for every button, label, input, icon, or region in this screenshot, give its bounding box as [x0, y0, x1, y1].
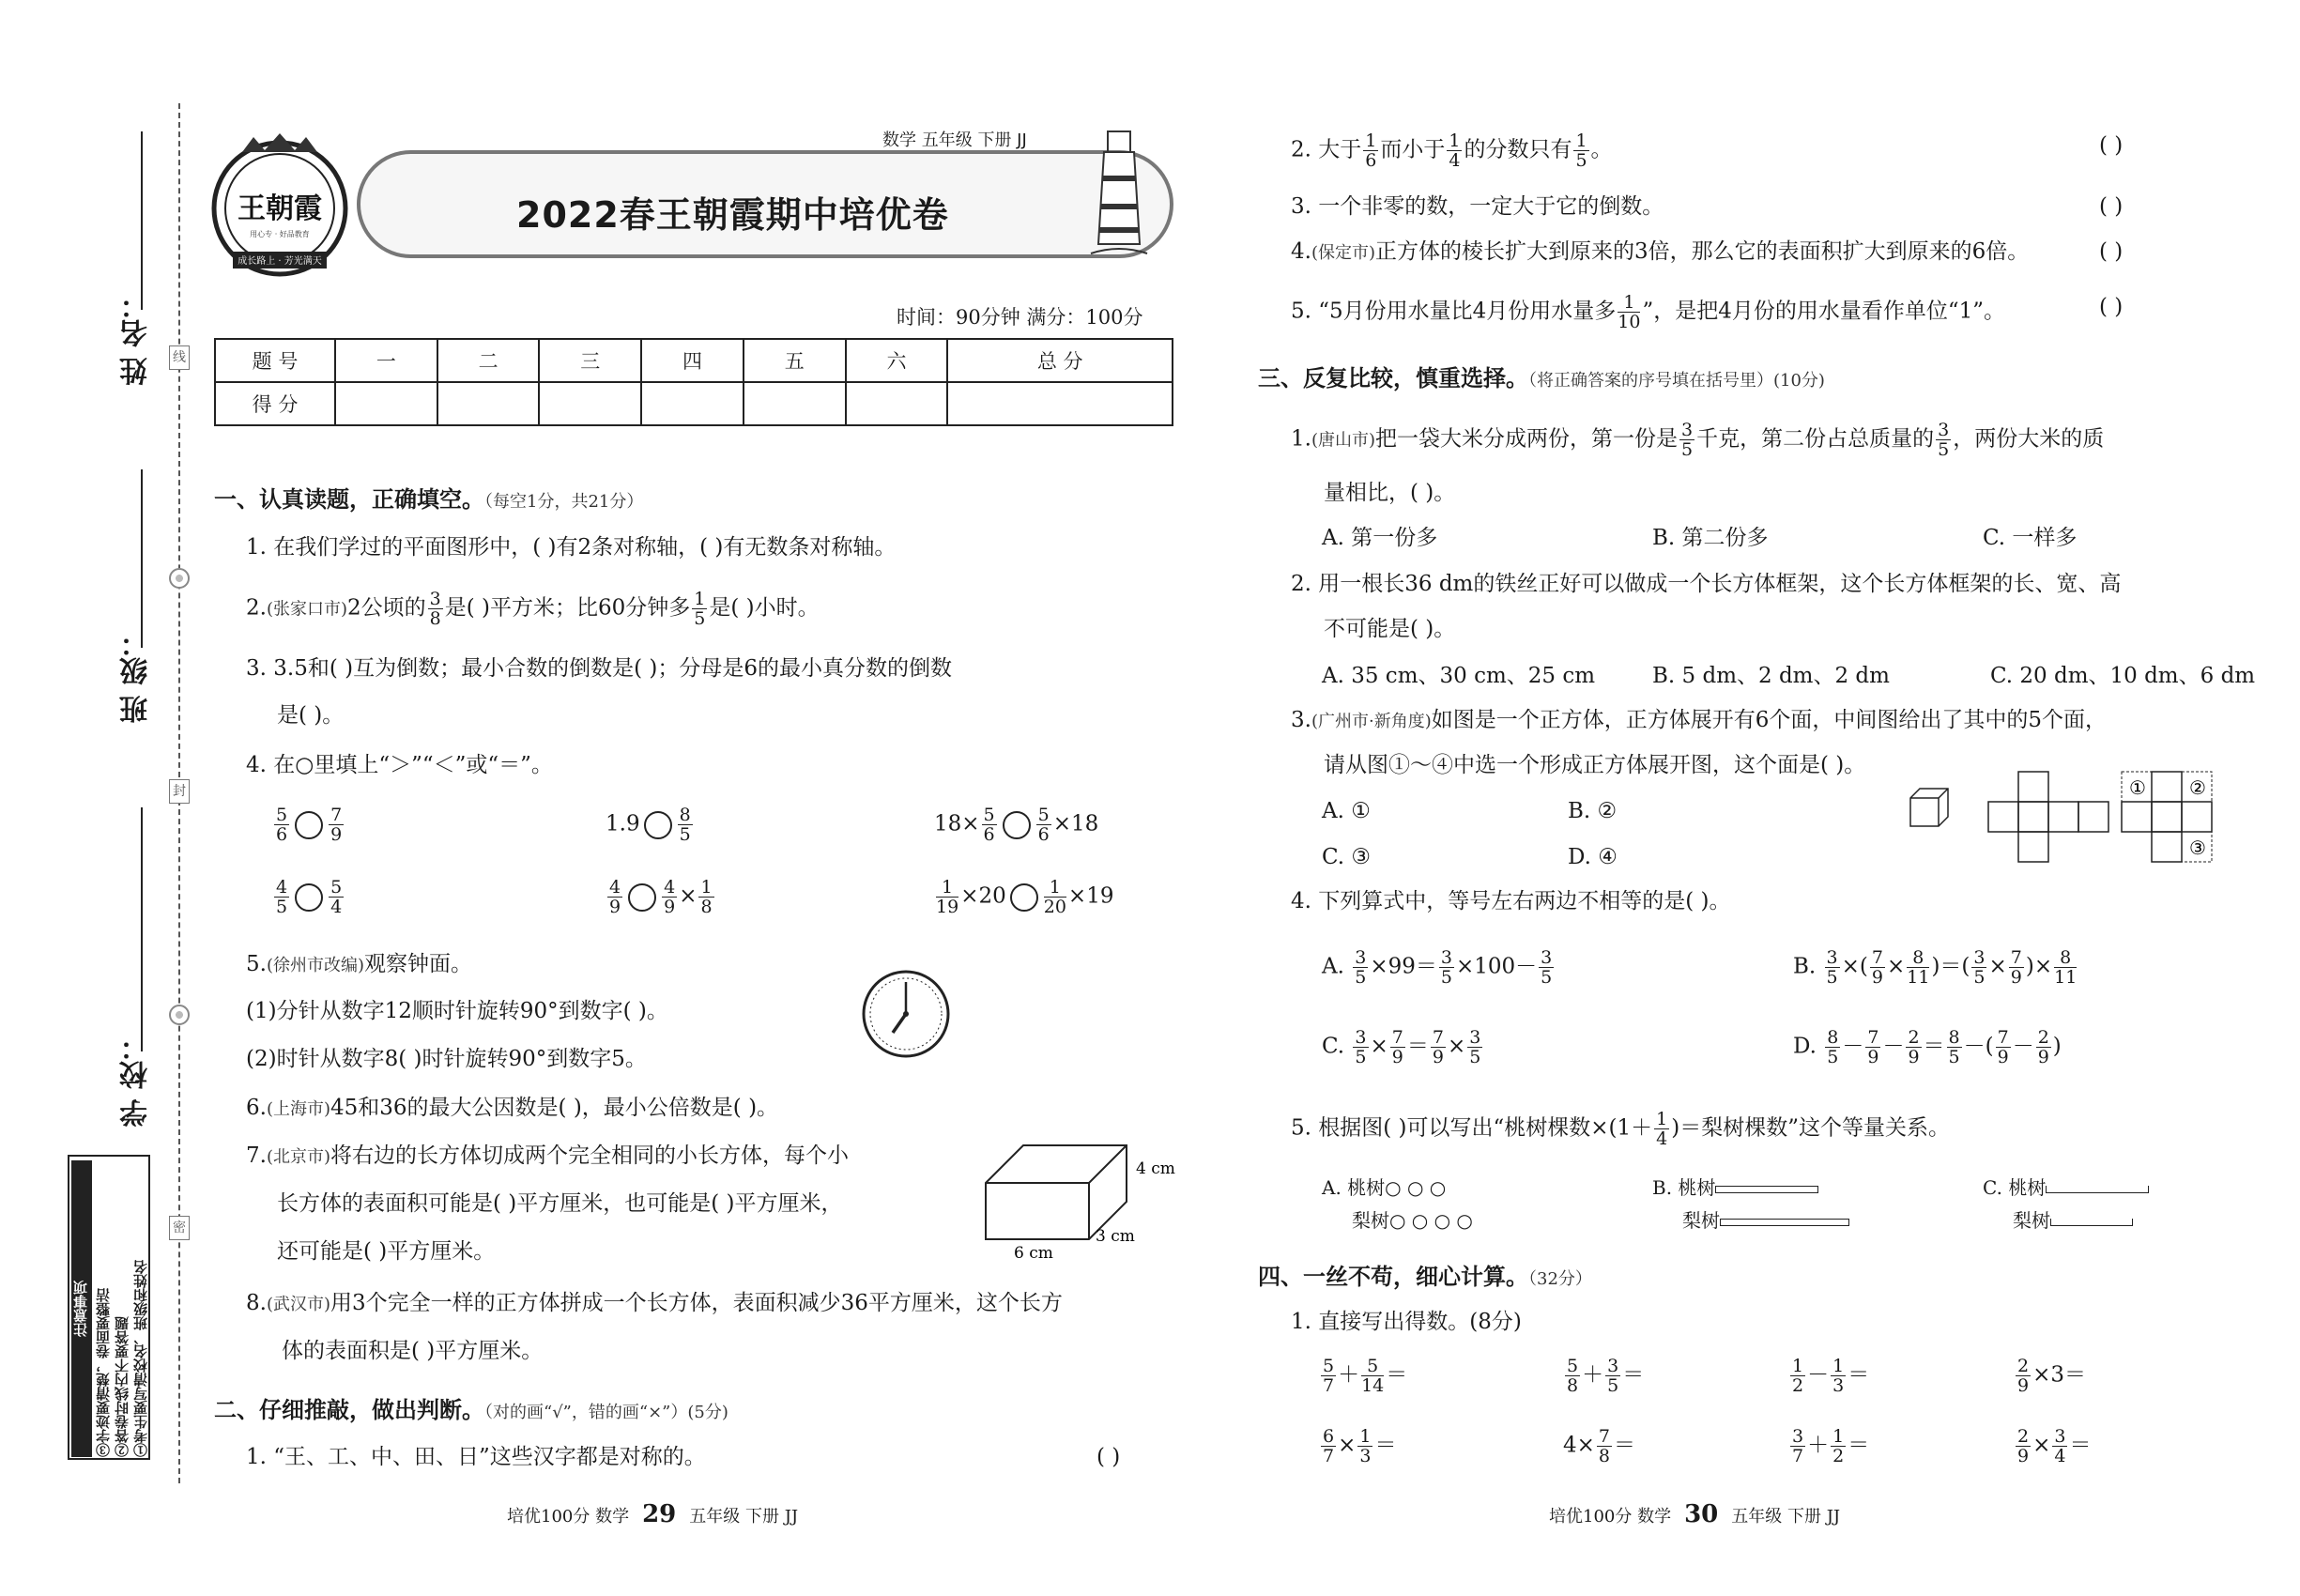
compare-item: 1.9 $\frac{8}{5}$ — [606, 805, 691, 845]
q1-7-cont: 长方体的表面积可能是( )平方厘米，也可能是( )平方厘米， — [277, 1191, 843, 1216]
table-cell: 五 — [744, 339, 846, 382]
net-mark: ① — [2129, 776, 2146, 799]
footer-right: 培优100分 数学 30 五年级 下册 JJ — [1549, 1500, 1841, 1528]
judge-blank[interactable]: ( ) — [1096, 1445, 1121, 1469]
q-text: 是( )小时。 — [709, 595, 820, 621]
calc-item: $\frac{5}{8}$ ＋ $\frac{3}{5}$ ＝ — [1567, 1356, 1645, 1396]
option[interactable]: A. 第一份多 — [1322, 526, 1438, 550]
q1-5: 5.(徐州市改编)观察钟面。 — [246, 952, 472, 976]
option[interactable]: A. 35 cm、30 cm、25 cm — [1322, 664, 1596, 688]
section-title: 一、认真读题，正确填空。 — [214, 486, 484, 513]
notice-item: ①考生要写清校名、班级和姓名 — [132, 1260, 149, 1457]
cut-word-line: 线 — [169, 345, 190, 370]
section-4-heading: 四、一丝不苟，细心计算。（32分） — [1258, 1264, 1592, 1290]
compare-item: $\frac{4}{5}$ $\frac{5}{4}$ — [276, 877, 343, 917]
q-text: 是( )平方米；比60分钟多 — [444, 595, 691, 621]
net-mark: ② — [2189, 776, 2206, 799]
judge-blank[interactable]: ( ) — [2099, 194, 2124, 219]
logo-slogan: 成长路上 · 芳光满天 — [238, 256, 322, 267]
school-underline — [141, 807, 143, 1051]
score-input-cell[interactable] — [335, 382, 437, 425]
option-row: 梨树 — [1682, 1206, 1849, 1235]
q2-2: 2. 大于 $\frac{1}{6}$ 而小于 $\frac{1}{4}$ 的分数只有 $\frac{1}{5}$ 。 — [1291, 130, 1613, 171]
q2-4: 4.(保定市)正方体的棱长扩大到原来的3倍，那么它的表面积扩大到原来的6倍。 — [1291, 239, 2030, 264]
answer-circle[interactable] — [1003, 811, 1031, 839]
option-row: 梨树 — [2013, 1206, 2133, 1235]
judge-blank[interactable]: ( ) — [2099, 295, 2124, 319]
q1-3-cont: 是( )。 — [277, 703, 345, 728]
answer-circle[interactable] — [644, 811, 672, 839]
option[interactable]: D. ④ — [1568, 845, 1618, 869]
cut-word-seal: 封 — [169, 779, 190, 804]
answer-circle[interactable] — [628, 883, 656, 912]
option[interactable]: C. 20 dm、10 dm、6 dm — [1990, 664, 2256, 688]
q1-7-cont: 还可能是( )平方厘米。 — [277, 1239, 496, 1264]
score-table — [214, 338, 1173, 426]
dim-label: 4 cm — [1136, 1159, 1175, 1178]
q4-1: 1. 直接写出得数。(8分) — [1291, 1310, 1522, 1334]
cut-word-secret: 密 — [169, 1216, 190, 1240]
logo-sub: 用心专 · 好品教育 — [250, 230, 310, 238]
score-input-cell[interactable] — [947, 382, 1173, 425]
score-input-cell[interactable] — [539, 382, 641, 425]
q1-1: 1. 在我们学过的平面图形中，( )有2条对称轴，( )有无数条对称轴。 — [246, 535, 897, 560]
class-label: 班 级： — [120, 629, 153, 724]
section-note: （每空1分，共21分） — [484, 492, 644, 512]
footer-left: 培优100分 数学 29 五年级 下册 JJ — [507, 1500, 799, 1528]
judge-blank[interactable]: ( ) — [2099, 133, 2124, 158]
compare-item: $\frac{1}{19}$ ×20 $\frac{1}{20}$ ×19 — [936, 877, 1114, 917]
q-number: 2. — [246, 595, 267, 621]
name-label: 姓 名： — [120, 291, 153, 386]
fraction: $\frac{3}{8}$ — [429, 589, 441, 629]
q1-2 — [246, 590, 820, 628]
calc-item: $\frac{1}{2}$ － $\frac{1}{3}$ ＝ — [1792, 1356, 1870, 1396]
option[interactable]: B. 5 dm、2 dm、2 dm — [1652, 664, 1890, 688]
option[interactable]: B. 第二份多 — [1652, 526, 1769, 550]
q-source-tag: (张家口市) — [266, 599, 347, 620]
cuboid-figure — [981, 1136, 1175, 1263]
score-value-row — [215, 382, 1173, 425]
section-1-heading — [214, 485, 643, 516]
q2-3: 3. 一个非零的数，一定大于它的倒数。 — [1291, 194, 1664, 219]
calc-item: 4× $\frac{7}{8}$ ＝ — [1563, 1426, 1635, 1466]
score-input-cell[interactable] — [846, 382, 948, 425]
section-2-heading: 二、仔细推敲，做出判断。（对的画“√”，错的画“×”）(5分) — [214, 1397, 728, 1423]
option[interactable]: B. ② — [1568, 799, 1618, 823]
class-underline — [141, 469, 143, 648]
binding-hole — [169, 568, 190, 589]
q3-4: 4. 下列算式中，等号左右两边不相等的是( )。 — [1291, 889, 1731, 913]
fraction: $\frac{1}{5}$ — [694, 589, 706, 629]
calc-item: $\frac{2}{9}$ × $\frac{3}{4}$ ＝ — [2017, 1426, 2092, 1466]
q3-1: 1.(唐山市)把一袋大米分成两份，第一份是 $\frac{3}{5}$ 千克，第二份占总质量的 $\frac{3}{5}$ ，两份大米的质 — [1291, 420, 2105, 460]
notice-title: 注意事项 — [71, 1160, 92, 1457]
option[interactable]: C. $\frac{3}{5}$ × $\frac{7}{9}$ ＝ $\frac{7}{9}$ × $\frac{3}{5}$ — [1322, 1027, 1481, 1067]
lighthouse-icon — [1081, 122, 1157, 263]
calc-item: $\frac{6}{7}$ × $\frac{1}{3}$ ＝ — [1323, 1426, 1397, 1466]
table-cell: 二 — [437, 339, 540, 382]
option[interactable]: C. 桃树 — [1983, 1174, 2149, 1202]
option[interactable]: C. ③ — [1322, 845, 1372, 869]
table-cell: 题 号 — [215, 339, 335, 382]
option[interactable]: A. ① — [1322, 799, 1371, 823]
option[interactable]: A. 桃树○ ○ ○ — [1322, 1176, 1447, 1199]
q3-3: 3.(广州市·新角度)如图是一个正方体，正方体展开有6个面，中间图给出了其中的5个面， — [1291, 708, 2108, 732]
table-cell: 总 分 — [947, 339, 1173, 382]
compare-item: $\frac{5}{6}$ $\frac{7}{9}$ — [276, 805, 343, 845]
q1-8: 8.(武汉市)用3个完全一样的正方体拼成一个长方体，表面积减少36平方厘米，这个长方 — [246, 1291, 1063, 1315]
compare-item: 18× $\frac{5}{6}$ $\frac{5}{6}$ ×18 — [934, 805, 1099, 845]
logo-text: 王朝霞 — [238, 192, 322, 225]
q3-2-cont: 不可能是( )。 — [1324, 617, 1456, 641]
answer-circle[interactable] — [295, 883, 323, 912]
option[interactable]: D. $\frac{8}{5}$ － $\frac{7}{9}$ － $\frac{2}{9}$ ＝ $\frac{8}{5}$ －( $\frac{7}{9}$ － $\frac{2}{9}$ ) — [1793, 1027, 2062, 1067]
table-cell: 四 — [641, 339, 744, 382]
q2-5: 5. “5月份用水量比4月份用水量多 $\frac{1}{10}$ ”，是把4月份的用水量看作单位“1”。 — [1291, 292, 2006, 332]
answer-circle[interactable] — [1010, 883, 1038, 912]
binding-hole — [169, 1005, 190, 1025]
q1-4: 4. 在○里填上“＞”“＜”或“＝”。 — [246, 753, 553, 777]
exam-title: 2022春王朝霞期中培优卷 — [516, 194, 949, 236]
option[interactable]: A. $\frac{3}{5}$ ×99＝ $\frac{3}{5}$ ×100－ $\frac{3}{5}$ — [1322, 947, 1553, 988]
compare-item: $\frac{4}{9}$ $\frac{4}{9}$ × $\frac{1}{8}$ — [609, 877, 713, 917]
clock-icon — [859, 967, 953, 1061]
q-text: 2公顷的 — [347, 595, 426, 621]
page-number: 30 — [1684, 1500, 1719, 1528]
table-cell: 六 — [846, 339, 948, 382]
dim-label: 6 cm — [1014, 1244, 1053, 1263]
notice-box — [68, 1155, 150, 1460]
q1-5-1: (1)分针从数字12顺时针旋转90°到数字( )。 — [246, 999, 668, 1023]
q2-1: 1. “王、工、中、田、日”这些汉字都是对称的。 — [246, 1445, 706, 1469]
answer-circle[interactable] — [295, 811, 323, 839]
q1-6: 6.(上海市)45和36的最大公因数是( )，最小公倍数是( )。 — [246, 1096, 779, 1120]
table-cell: 得 分 — [215, 382, 335, 425]
calc-item: $\frac{3}{7}$ ＋ $\frac{1}{2}$ ＝ — [1792, 1426, 1870, 1466]
q1-7: 7.(北京市)将右边的长方体切成两个完全相同的小长方体，每个小 — [246, 1143, 849, 1168]
q3-2: 2. 用一根长36 dm的铁丝正好可以做成一个长方体框架，这个长方体框架的长、宽、高 — [1291, 572, 2122, 596]
net-mark: ③ — [2189, 836, 2206, 859]
time-info: 时间：90分钟 满分：100分 — [897, 306, 1143, 329]
q1-5-2: (2)时针从数字8( )时针旋转90°到数字5。 — [246, 1047, 647, 1071]
dim-label: 3 cm — [1096, 1227, 1135, 1246]
q1-8-cont: 体的表面积是( )平方厘米。 — [282, 1339, 544, 1363]
subject-grade-meta: 数学 五年级 下册 JJ — [882, 130, 1027, 150]
score-input-cell[interactable] — [744, 382, 846, 425]
option[interactable]: C. 一样多 — [1983, 526, 2078, 550]
section-3-heading: 三、反复比较，慎重选择。（将正确答案的序号填在括号里）(10分) — [1258, 365, 1825, 391]
q3-1-cont: 量相比，( )。 — [1324, 481, 1456, 505]
option-row: 梨树○ ○ ○ ○ — [1352, 1209, 1473, 1232]
cube-net-figure — [1906, 770, 2216, 868]
calc-item: $\frac{5}{7}$ ＋ $\frac{5}{14}$ ＝ — [1323, 1356, 1408, 1396]
page-number: 29 — [642, 1500, 677, 1528]
option[interactable]: B. $\frac{3}{5}$ ×( $\frac{7}{9}$ × $\frac{8}{11}$ )＝( $\frac{3}{5}$ × $\frac{7}{9}$ )× $\frac{8}{11}$ — [1793, 947, 2078, 988]
table-cell: 三 — [539, 339, 641, 382]
q1-3: 3. 3.5和( )互为倒数；最小合数的倒数是( )；分母是6的最小真分数的倒数 — [246, 656, 952, 681]
option[interactable]: B. 桃树 — [1652, 1174, 1818, 1202]
notice-item: ③字迹要清楚，卷面要整洁 — [95, 1288, 112, 1457]
calc-item: $\frac{2}{9}$ ×3＝ — [2017, 1356, 2086, 1396]
school-label: 学 校： — [120, 1033, 153, 1128]
judge-blank[interactable]: ( ) — [2099, 239, 2124, 264]
brand-logo — [205, 131, 355, 277]
table-cell: 一 — [335, 339, 437, 382]
score-input-cell[interactable] — [437, 382, 540, 425]
name-underline — [141, 131, 143, 310]
score-header-row — [215, 339, 1173, 382]
q3-3-cont: 请从图①～④中选一个形成正方体展开图，这个面是( )。 — [1324, 753, 1866, 777]
q3-5: 5. 根据图( )可以写出“桃树棵数×(1＋ $\frac{1}{4}$ )＝梨树棵数”这个等量关系。 — [1291, 1109, 1950, 1149]
notice-item: ②答卷时线内不要答题 — [114, 1316, 130, 1457]
score-input-cell[interactable] — [641, 382, 744, 425]
